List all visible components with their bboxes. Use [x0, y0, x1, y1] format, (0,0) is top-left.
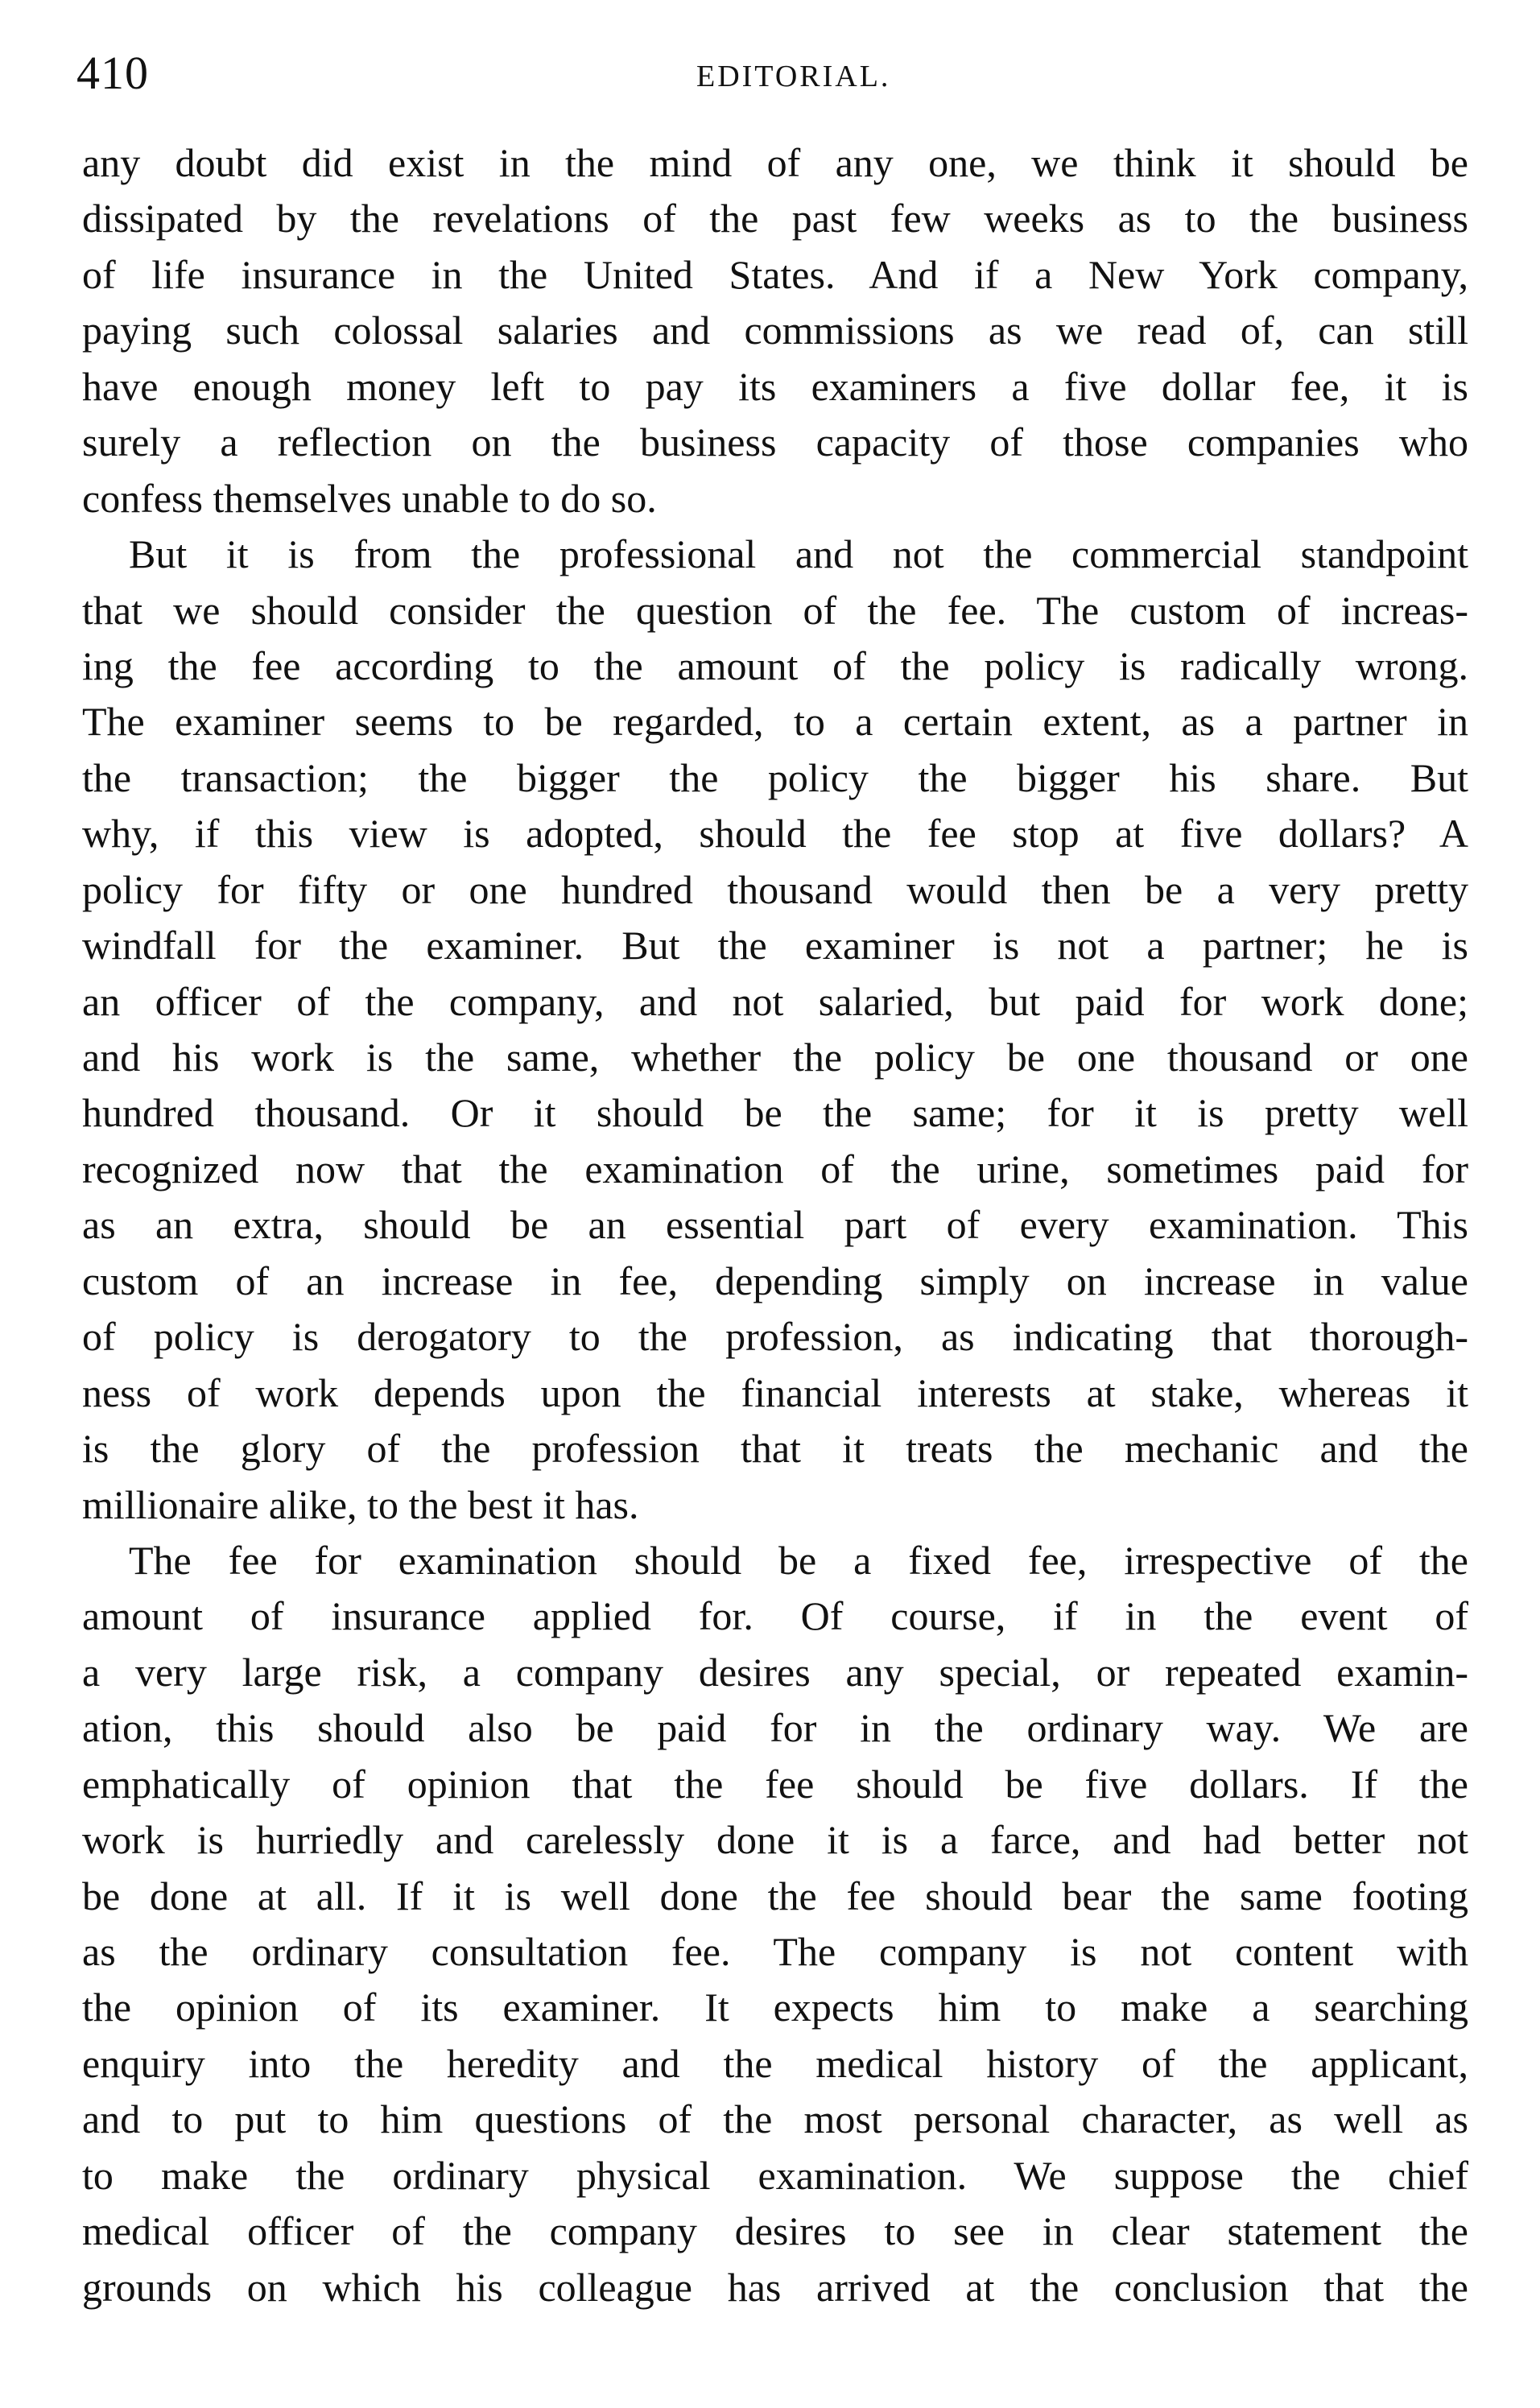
text-line: millionaire alike, to the best it has. [82, 1481, 639, 1527]
text-line: have enough money left to pay its examiners a five dollar fee, it is [82, 363, 1468, 409]
text-line: medical officer of the company desires to see in clear statement the [82, 2208, 1468, 2254]
text-line: an officer of the company, and not salaried, but paid for work done; [82, 978, 1468, 1024]
text-line: ation, this should also be paid for in the ordinary way. We are [82, 1705, 1468, 1751]
text-line: ness of work depends upon the financial interests at stake, whereas it [82, 1369, 1468, 1415]
text-line: the opinion of its examiner. It expects him to make a searching [82, 1985, 1468, 2030]
text-line: and to put to him questions of the most personal character, as well as [82, 2096, 1468, 2142]
text-line: grounds on which his colleague has arrived at the conclusion that the [82, 2264, 1468, 2310]
text-line: policy for fifty or one hundred thousand would then be a very pretty [82, 866, 1468, 912]
text-line: The fee for examination should be a fixed fee, irrespective of the [129, 1537, 1468, 1583]
running-head [76, 39, 1469, 111]
text-line: of policy is derogatory to the profession, as indicating that thorough- [82, 1314, 1468, 1360]
paragraph [82, 135, 1468, 527]
text-line: work is hurriedly and carelessly done it is a farce, and had better not [82, 1817, 1468, 1863]
text-line: hundred thousand. Or it should be the same; for it is pretty well [82, 1090, 1468, 1136]
text-line: as the ordinary consultation fee. The company is not content with [82, 1929, 1468, 1974]
paragraph [82, 1533, 1468, 2315]
text-line: and his work is the same, whether the policy be one thousand or one [82, 1035, 1468, 1080]
text-line: why, if this view is adopted, should the fee stop at five dollars? A [82, 811, 1468, 857]
text-line: the transaction; the bigger the policy the bigger his share. But [82, 754, 1468, 800]
text-line: custom of an increase in fee, depending simply on increase in value [82, 1258, 1468, 1303]
text-line: that we should consider the question of the fee. The custom of increas- [82, 587, 1468, 633]
text-line: is the glory of the profession that it treats the mechanic and the [82, 1426, 1468, 1472]
text-line: be done at all. If it is well done the fee should bear the same footing [82, 1873, 1468, 1919]
text-line: as an extra, should be an essential part of every examination. This [82, 1202, 1468, 1248]
text-line: windfall for the examiner. But the examiner is not a partner; he is [82, 923, 1468, 969]
text-line: confess themselves unable to do so. [82, 475, 657, 521]
text-line: The examiner seems to be regarded, to a certain extent, as a partner in [82, 699, 1468, 745]
text-line: paying such colossal salaries and commissions as we read of, can still [82, 308, 1468, 353]
text-line: dissipated by the revelations of the past few weeks as to the business [82, 196, 1468, 242]
text-line: But it is from the professional and not the commercial standpoint [129, 531, 1468, 577]
paragraph [82, 527, 1468, 1533]
text-line: enquiry into the heredity and the medical history of the applicant, [82, 2040, 1468, 2086]
text-line: to make the ordinary physical examination. We suppose the chief [82, 2152, 1468, 2198]
text-line: surely a reflection on the business capacity of those companies who [82, 419, 1468, 465]
text-line: amount of insurance applied for. Of course, if in the event of [82, 1593, 1468, 1639]
text-line: of life insurance in the United States. And if a New York company, [82, 251, 1468, 297]
page-number: 410 [76, 47, 149, 99]
text-line: recognized now that the examination of the urine, sometimes paid for [82, 1146, 1468, 1192]
text-line: any doubt did exist in the mind of any one, we think it should be [82, 140, 1468, 185]
text-line: ing the fee according to the amount of the policy is radically wrong. [82, 642, 1468, 688]
text-line: a very large risk, a company desires any special, or repeated examin- [82, 1649, 1468, 1695]
editorial-body-text [82, 135, 1468, 2315]
text-line: emphatically of opinion that the fee should be five dollars. If the [82, 1761, 1468, 1807]
running-title: EDITORIAL. [696, 60, 891, 93]
